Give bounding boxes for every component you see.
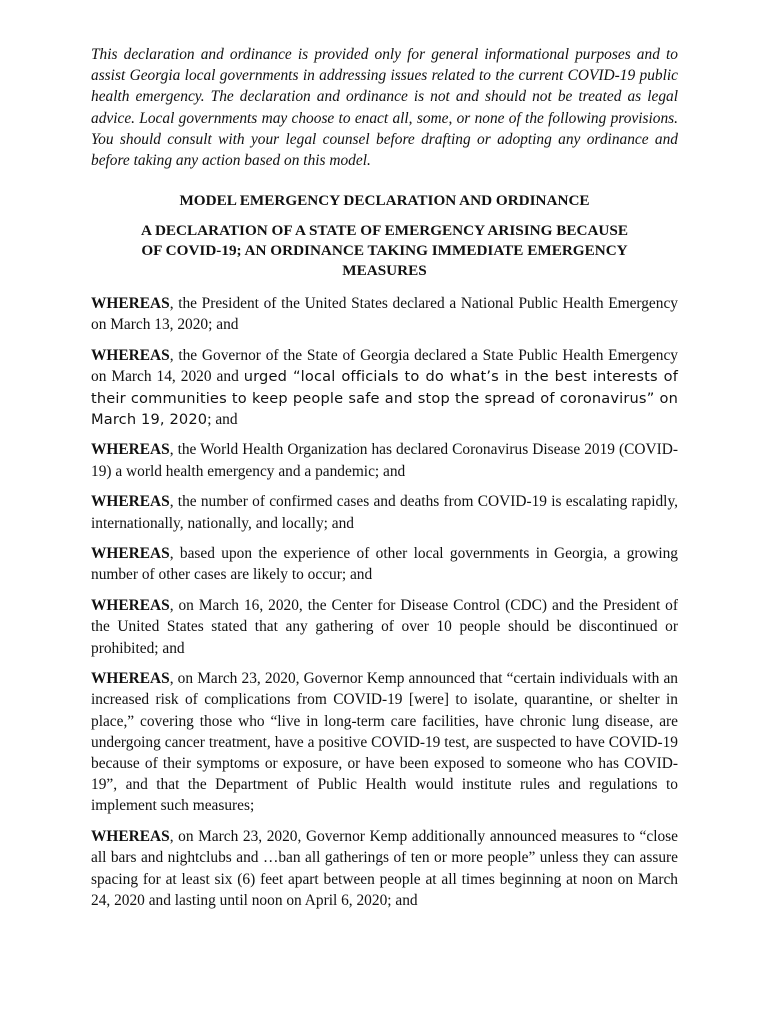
clause-text: , on March 23, 2020, Governor Kemp additionally announced measures to “close all bars and nightclubs and …ban all gatherings of ten or more people” unless they can assure spacing for at least six (6) feet apart between people at all times beginning at noon on March 24, 2020 and lasting until noon on April 6, 2020; and bbox=[91, 828, 678, 909]
clause-text: , the President of the United States declared a National Public Health Emergency on March 13, 2020; and bbox=[91, 295, 678, 334]
whereas-clause bbox=[91, 293, 678, 335]
document-page bbox=[91, 44, 678, 920]
whereas-keyword: WHEREAS bbox=[91, 545, 170, 563]
whereas-clause bbox=[91, 345, 678, 430]
whereas-clause bbox=[91, 543, 678, 585]
whereas-clause bbox=[91, 668, 678, 816]
whereas-clause bbox=[91, 595, 678, 659]
clause-text: , on March 16, 2020, the Center for Disease Control (CDC) and the President of the United States stated that any gathering of over 10 people should be discontinued or prohibited; and bbox=[91, 597, 678, 657]
whereas-clause bbox=[91, 826, 678, 911]
clause-text: , the number of confirmed cases and deaths from COVID-19 is escalating rapidly, internationally, nationally, and locally; and bbox=[91, 493, 678, 532]
clause-text: , based upon the experience of other local governments in Georgia, a growing number of other cases are likely to occur; and bbox=[91, 545, 678, 584]
model-title: MODEL EMERGENCY DECLARATION AND ORDINANCE bbox=[179, 192, 590, 210]
whereas-keyword: WHEREAS bbox=[91, 493, 170, 511]
disclaimer-paragraph: This declaration and ordinance is provided only for general informational purposes and to assist Georgia local governments in addressing issues related to the current COVID-19 public health emergency. The declaration and ordinance is not and should not be treated as legal advice. Local governments may choose to enact all, some, or none of the following provisions. You should consult with your legal counsel before drafting or adopting any ordinance and before taking any action based on this model. bbox=[91, 46, 678, 170]
whereas-clause bbox=[91, 439, 678, 481]
whereas-keyword: WHEREAS bbox=[91, 441, 170, 459]
clause-text: , the Governor of the State of Georgia declared a State Public Health Emergency on March 14, 2020 and bbox=[91, 347, 678, 386]
whereas-keyword: WHEREAS bbox=[91, 828, 170, 846]
clause-quote: urged “local officials to do what’s in the best interests of their communities to keep people safe and stop the spread of coronavirus” on March 19, 2020 bbox=[91, 368, 678, 428]
declaration-title: A DECLARATION OF A STATE OF EMERGENCY ARISING BECAUSE OF COVID-19; AN ORDINANCE TAKING IMMEDIATE EMERGENCY MEASURES bbox=[141, 222, 628, 279]
clause-text: , on March 23, 2020, Governor Kemp announced that “certain individuals with an increased risk of complications from COVID-19 [were] to isolate, quarantine, or shelter in place,” covering those who “live in long-term care facilities, have chronic lung disease, are undergoing cancer treatment, have a positive COVID-19 test, are suspected to have COVID-19 because of their symptoms or exposure, or have been exposed to someone who has COVID-19”, and that the Department of Public Health would institute rules and regulations to implement such measures; bbox=[91, 670, 678, 815]
whereas-clause bbox=[91, 491, 678, 533]
whereas-keyword: WHEREAS bbox=[91, 597, 170, 615]
whereas-keyword: WHEREAS bbox=[91, 670, 170, 688]
clause-text: , the World Health Organization has declared Coronavirus Disease 2019 (COVID-19) a world health emergency and a pandemic; and bbox=[91, 441, 678, 480]
whereas-keyword: WHEREAS bbox=[91, 347, 170, 365]
clause-text: ; and bbox=[207, 410, 238, 428]
whereas-keyword: WHEREAS bbox=[91, 295, 170, 313]
